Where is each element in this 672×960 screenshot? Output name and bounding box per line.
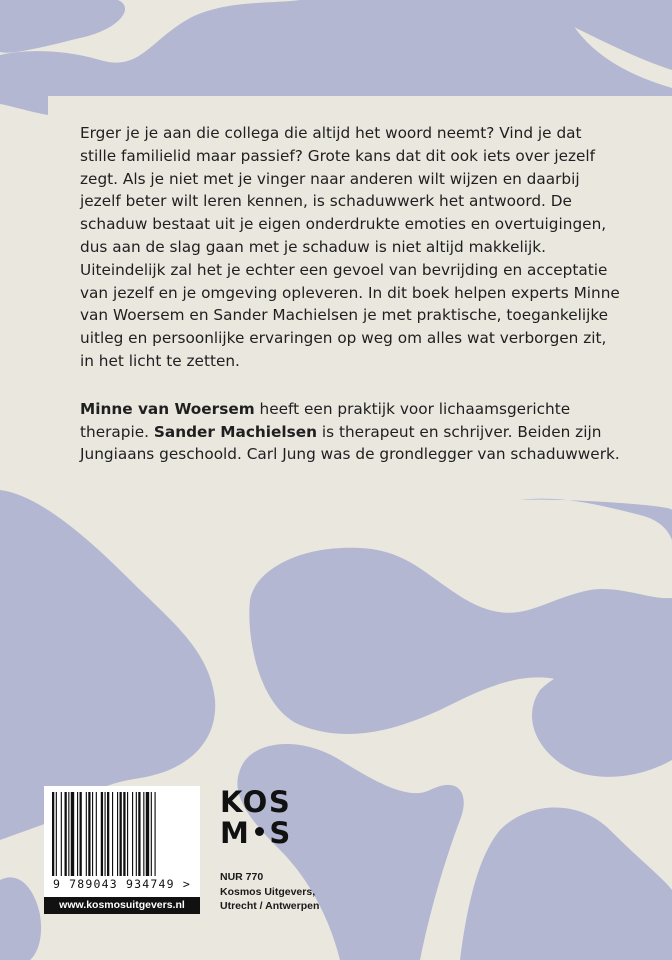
blob-shape: [0, 0, 125, 53]
nur-code: NUR 770: [220, 871, 264, 883]
barcode-bar: [127, 792, 128, 876]
barcode-bar: [136, 792, 137, 876]
author-name: Sander Machielsen: [153, 422, 318, 441]
barcode-icon: [52, 792, 192, 876]
publisher-url: www.kosmosuitgevers.nl: [44, 897, 200, 914]
barcode-bar: [117, 792, 118, 876]
bio-text: is therapeut en schrijver. Beiden zijn Jungiaans geschoold. Carl Jung was de grondlegger van schaduwwerk.: [80, 422, 620, 464]
barcode-bar: [65, 792, 67, 876]
bio-text: heeft een praktijk voor lichaamsgerichte therapie.: [80, 399, 571, 441]
circle-dot-icon: [255, 827, 264, 836]
barcode-bar: [61, 792, 62, 876]
logo-line-2: M S: [220, 816, 292, 850]
barcode-bar: [155, 792, 156, 876]
barcode-bar: [71, 792, 74, 876]
barcode-bar: [56, 792, 57, 876]
isbn-number: 9 789043 934749 >: [52, 877, 192, 891]
barcode-bar: [92, 792, 93, 876]
blob-shape: [237, 744, 463, 960]
barcode-bar: [101, 792, 103, 876]
barcode-bar: [52, 792, 54, 876]
barcode-bar: [68, 792, 69, 876]
barcode-bar: [151, 792, 152, 876]
barcode-bar: [112, 792, 113, 876]
publisher-location: Utrecht / Antwerpen: [220, 900, 320, 913]
barcode-bar: [132, 792, 133, 876]
barcode-bar: [138, 792, 140, 876]
kosmos-logo: [220, 787, 300, 849]
barcode-bar: [123, 792, 125, 876]
back-cover-text: [80, 122, 620, 466]
blob-shape: [0, 877, 41, 960]
barcode-panel: [44, 786, 200, 914]
blurb-paragraph: Erger je je aan die collega die altijd het woord neemt? Vind je dat stille familielid maar passief? Grote kans dat dit ook iets over jezelf zegt. Als je niet met je vinger naar anderen wilt wijzen en daarbij jezelf beter wilt leren kennen, is schaduwwerk het antwoord. De schaduw bestaat uit je eigen onderdrukte emoties en overtuigingen, dus aan de slag gaan met je schaduw is niet altijd makkelijk. Uiteindelijk zal het je echter een gevoel van bevrijding en acceptatie van jezelf en je omgeving opleveren. In dit boek helpen experts Minne van Woersem en Sander Machielsen je met praktische, toegankelijke uitleg en persoonlijke ervaringen op weg om alles wat verborgen zit, in het licht te zetten.: [80, 124, 620, 370]
barcode-bar: [77, 792, 78, 876]
blob-shape: [0, 96, 48, 115]
logo-line-1: KOS: [220, 785, 292, 819]
barcode-bar: [143, 792, 144, 876]
barcode-bar: [80, 792, 82, 876]
publisher-name: Kosmos Uitgevers,: [220, 885, 316, 898]
barcode-bar: [107, 792, 109, 876]
barcode-bar: [96, 792, 97, 876]
barcode-bar: [105, 792, 106, 876]
barcode-bar: [146, 792, 149, 876]
barcode-bar: [86, 792, 87, 876]
barcode-bar: [88, 792, 90, 876]
author-name: Minne van Woersem: [80, 399, 255, 418]
publisher-info: [220, 870, 350, 914]
blob-shape: [460, 808, 672, 960]
author-bio: [80, 398, 620, 466]
barcode-bar: [120, 792, 122, 876]
